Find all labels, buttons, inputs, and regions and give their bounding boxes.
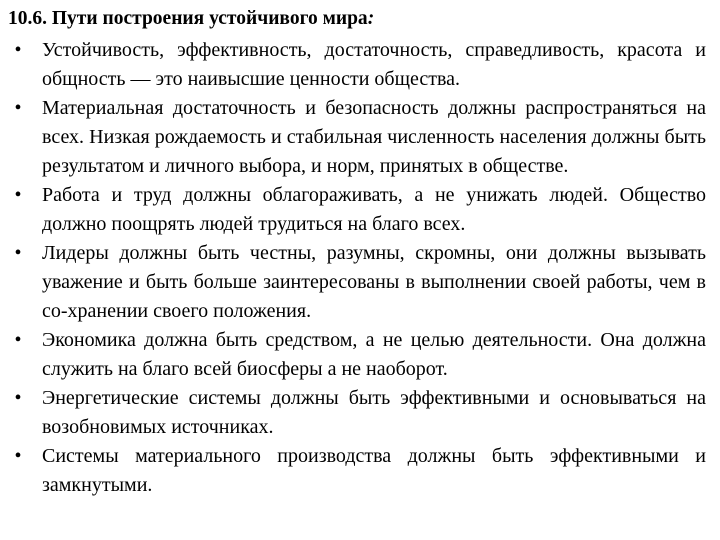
bullet-list bbox=[8, 36, 706, 500]
bullet-item bbox=[8, 326, 706, 384]
bullet-icon: • bbox=[14, 387, 22, 409]
bullet-icon: • bbox=[14, 184, 22, 206]
bullet-icon: • bbox=[14, 445, 22, 467]
bullet-item bbox=[8, 94, 706, 181]
bullet-icon: • bbox=[14, 329, 22, 351]
bullet-text: Работа и труд должны облагораживать, а не унижать людей. Общество должно поощрять людей трудиться на благо всех. bbox=[42, 184, 706, 235]
bullet-item bbox=[8, 181, 706, 239]
bullet-text: Энергетические системы должны быть эффективными и основываться на возобновимых источниках. bbox=[42, 387, 706, 438]
slide-title bbox=[8, 6, 706, 32]
bullet-text: Экономика должна быть средством, а не целью деятельности. Она должна служить на благо всей биосферы а не наоборот. bbox=[42, 329, 706, 380]
bullet-item bbox=[8, 36, 706, 94]
bullet-icon: • bbox=[14, 97, 22, 119]
slide-title-colon: : bbox=[367, 8, 375, 29]
bullet-item bbox=[8, 239, 706, 326]
bullet-text: Материальная достаточность и безопасность должны распространяться на всех. Низкая рождаемость и стабильная численность населения должны быть результатом и личного выбора, и норм, принятых в обществе. bbox=[42, 97, 706, 177]
slide-title-text: 10.6. Пути построения устойчивого мира bbox=[8, 8, 368, 29]
bullet-text: Системы материального производства должны быть эффективными и замкнутыми. bbox=[42, 445, 706, 496]
bullet-item bbox=[8, 384, 706, 442]
bullet-icon: • bbox=[14, 39, 22, 61]
bullet-text: Устойчивость, эффективность, достаточность, справедливость, красота и общность — это наивысшие ценности общества. bbox=[42, 39, 706, 90]
bullet-item bbox=[8, 442, 706, 500]
bullet-icon: • bbox=[14, 242, 22, 264]
bullet-text: Лидеры должны быть честны, разумны, скромны, они должны вызывать уважение и быть больше заинтересованы в выполнении своей работы, чем в со-хранении своего положения. bbox=[42, 242, 706, 322]
